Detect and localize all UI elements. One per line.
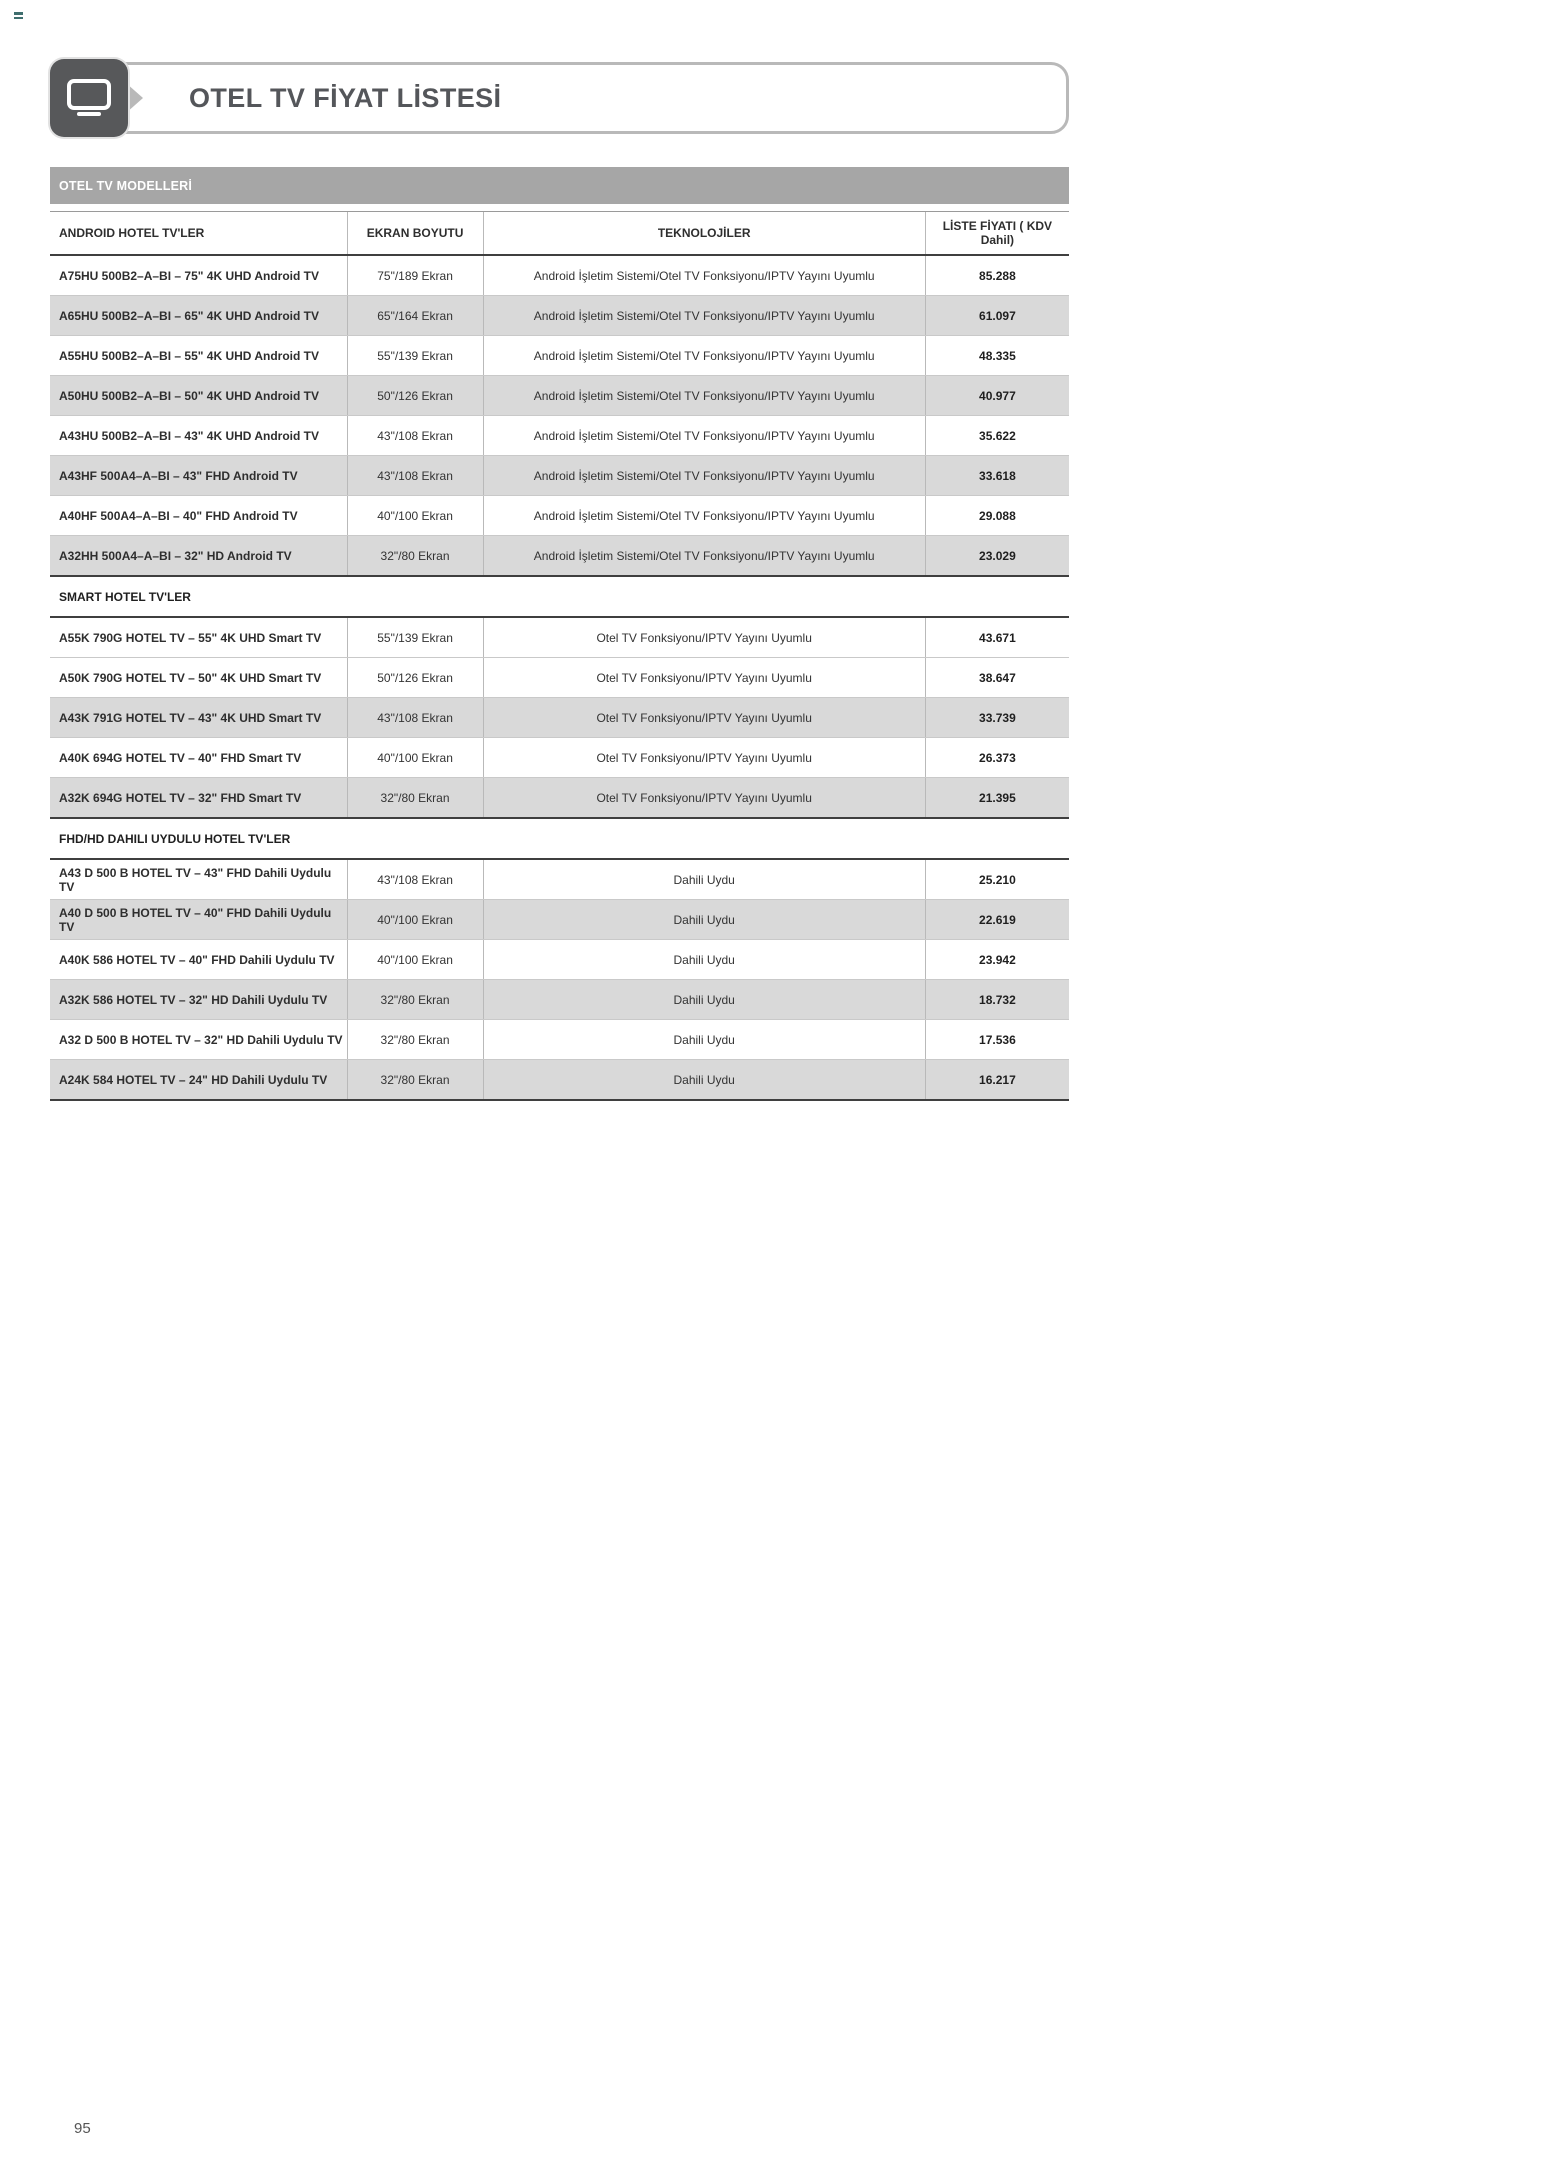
cell-tech: Android İşletim Sistemi/Otel TV Fonksiyonu/IPTV Yayını Uyumlu bbox=[483, 336, 925, 376]
title-pill bbox=[86, 62, 1069, 134]
corner-dash bbox=[14, 12, 23, 15]
cell-screen: 43"/108 Ekran bbox=[347, 698, 483, 738]
table-row bbox=[50, 698, 1069, 738]
table-row bbox=[50, 1060, 1069, 1101]
cell-tech: Otel TV Fonksiyonu/IPTV Yayını Uyumlu bbox=[483, 738, 925, 778]
cell-model: A32K 586 HOTEL TV – 32" HD Dahili Uydulu TV bbox=[50, 980, 347, 1020]
cell-model: A32 D 500 B HOTEL TV – 32" HD Dahili Uydulu TV bbox=[50, 1020, 347, 1060]
cell-tech: Otel TV Fonksiyonu/IPTV Yayını Uyumlu bbox=[483, 617, 925, 658]
column-header-screen: EKRAN BOYUTU bbox=[347, 212, 483, 256]
page-number: 95 bbox=[74, 2120, 91, 2137]
cell-model: A43 D 500 B HOTEL TV – 43" FHD Dahili Uydulu TV bbox=[50, 859, 347, 900]
cell-tech: Dahili Uydu bbox=[483, 900, 925, 940]
table-header-row bbox=[50, 212, 1069, 256]
cell-model: A40HF 500A4–A–BI – 40" FHD Android TV bbox=[50, 496, 347, 536]
cell-screen: 32"/80 Ekran bbox=[347, 1060, 483, 1101]
cell-model: A40K 586 HOTEL TV – 40" FHD Dahili Uydulu TV bbox=[50, 940, 347, 980]
cell-tech: Otel TV Fonksiyonu/IPTV Yayını Uyumlu bbox=[483, 658, 925, 698]
cell-model: A40K 694G HOTEL TV – 40" FHD Smart TV bbox=[50, 738, 347, 778]
table-row bbox=[50, 255, 1069, 296]
cell-screen: 75"/189 Ekran bbox=[347, 255, 483, 296]
cell-price: 25.210 bbox=[925, 859, 1069, 900]
cell-screen: 40"/100 Ekran bbox=[347, 900, 483, 940]
cell-model: A55HU 500B2–A–BI – 55" 4K UHD Android TV bbox=[50, 336, 347, 376]
cell-tech: Otel TV Fonksiyonu/IPTV Yayını Uyumlu bbox=[483, 698, 925, 738]
cell-screen: 55"/139 Ekran bbox=[347, 336, 483, 376]
table-row bbox=[50, 1020, 1069, 1060]
table-row bbox=[50, 980, 1069, 1020]
section-title-row bbox=[50, 576, 1069, 617]
cell-screen: 32"/80 Ekran bbox=[347, 980, 483, 1020]
table-body bbox=[50, 255, 1069, 1100]
cell-price: 43.671 bbox=[925, 617, 1069, 658]
page-content bbox=[50, 0, 1069, 2137]
table-row bbox=[50, 536, 1069, 577]
cell-price: 33.618 bbox=[925, 456, 1069, 496]
table-row bbox=[50, 416, 1069, 456]
cell-model: A43HU 500B2–A–BI – 43" 4K UHD Android TV bbox=[50, 416, 347, 456]
column-header-tech: TEKNOLOJİLER bbox=[483, 212, 925, 256]
cell-model: A40 D 500 B HOTEL TV – 40" FHD Dahili Uydulu TV bbox=[50, 900, 347, 940]
column-header-model: ANDROID HOTEL TV'LER bbox=[50, 212, 347, 256]
cell-tech: Dahili Uydu bbox=[483, 980, 925, 1020]
cell-price: 16.217 bbox=[925, 1060, 1069, 1101]
tv-icon bbox=[50, 59, 128, 137]
page-title: OTEL TV FİYAT LİSTESİ bbox=[189, 82, 502, 113]
cell-price: 21.395 bbox=[925, 778, 1069, 819]
cell-screen: 43"/108 Ekran bbox=[347, 859, 483, 900]
section-title: FHD/HD DAHILI UYDULU HOTEL TV'LER bbox=[50, 818, 1069, 859]
table-row bbox=[50, 336, 1069, 376]
cell-price: 85.288 bbox=[925, 255, 1069, 296]
cell-model: A50K 790G HOTEL TV – 50" 4K UHD Smart TV bbox=[50, 658, 347, 698]
cell-model: A50HU 500B2–A–BI – 50" 4K UHD Android TV bbox=[50, 376, 347, 416]
corner-dash bbox=[14, 17, 23, 20]
cell-price: 35.622 bbox=[925, 416, 1069, 456]
cell-model: A32HH 500A4–A–BI – 32" HD Android TV bbox=[50, 536, 347, 577]
cell-model: A43HF 500A4–A–BI – 43" FHD Android TV bbox=[50, 456, 347, 496]
table-row bbox=[50, 738, 1069, 778]
table-row bbox=[50, 296, 1069, 336]
table-row bbox=[50, 859, 1069, 900]
cell-screen: 40"/100 Ekran bbox=[347, 940, 483, 980]
table-row bbox=[50, 940, 1069, 980]
cell-price: 40.977 bbox=[925, 376, 1069, 416]
cell-screen: 50"/126 Ekran bbox=[347, 376, 483, 416]
table-row bbox=[50, 617, 1069, 658]
cell-model: A65HU 500B2–A–BI – 65" 4K UHD Android TV bbox=[50, 296, 347, 336]
table-row bbox=[50, 496, 1069, 536]
cell-screen: 43"/108 Ekran bbox=[347, 456, 483, 496]
cell-model: A43K 791G HOTEL TV – 43" 4K UHD Smart TV bbox=[50, 698, 347, 738]
cell-screen: 40"/100 Ekran bbox=[347, 738, 483, 778]
cell-screen: 50"/126 Ekran bbox=[347, 658, 483, 698]
cell-tech: Dahili Uydu bbox=[483, 940, 925, 980]
cell-price: 48.335 bbox=[925, 336, 1069, 376]
cell-model: A75HU 500B2–A–BI – 75" 4K UHD Android TV bbox=[50, 255, 347, 296]
cell-model: A32K 694G HOTEL TV – 32" FHD Smart TV bbox=[50, 778, 347, 819]
section-title: SMART HOTEL TV'LER bbox=[50, 576, 1069, 617]
cell-tech: Dahili Uydu bbox=[483, 1020, 925, 1060]
cell-screen: 40"/100 Ekran bbox=[347, 496, 483, 536]
cell-price: 33.739 bbox=[925, 698, 1069, 738]
table-row bbox=[50, 376, 1069, 416]
section-title-row bbox=[50, 818, 1069, 859]
cell-screen: 43"/108 Ekran bbox=[347, 416, 483, 456]
price-table bbox=[50, 211, 1069, 1101]
cell-model: A24K 584 HOTEL TV – 24" HD Dahili Uydulu TV bbox=[50, 1060, 347, 1101]
cell-price: 18.732 bbox=[925, 980, 1069, 1020]
cell-tech: Android İşletim Sistemi/Otel TV Fonksiyonu/IPTV Yayını Uyumlu bbox=[483, 416, 925, 456]
cell-tech: Otel TV Fonksiyonu/IPTV Yayını Uyumlu bbox=[483, 778, 925, 819]
cell-model: A55K 790G HOTEL TV – 55" 4K UHD Smart TV bbox=[50, 617, 347, 658]
cell-price: 38.647 bbox=[925, 658, 1069, 698]
column-header-price: LİSTE FİYATI ( KDV Dahil) bbox=[925, 212, 1069, 256]
table-row bbox=[50, 658, 1069, 698]
cell-screen: 65"/164 Ekran bbox=[347, 296, 483, 336]
cell-price: 23.029 bbox=[925, 536, 1069, 577]
cell-price: 17.536 bbox=[925, 1020, 1069, 1060]
cell-tech: Android İşletim Sistemi/Otel TV Fonksiyonu/IPTV Yayını Uyumlu bbox=[483, 536, 925, 577]
page-header bbox=[50, 57, 1069, 139]
cell-price: 22.619 bbox=[925, 900, 1069, 940]
cell-screen: 32"/80 Ekran bbox=[347, 1020, 483, 1060]
table-row bbox=[50, 456, 1069, 496]
cell-tech: Android İşletim Sistemi/Otel TV Fonksiyonu/IPTV Yayını Uyumlu bbox=[483, 456, 925, 496]
equals-mark-icon bbox=[14, 12, 23, 21]
table-row bbox=[50, 900, 1069, 940]
cell-tech: Dahili Uydu bbox=[483, 1060, 925, 1101]
cell-price: 23.942 bbox=[925, 940, 1069, 980]
table-header bbox=[50, 212, 1069, 256]
cell-price: 29.088 bbox=[925, 496, 1069, 536]
section-banner: OTEL TV MODELLERİ bbox=[50, 167, 1069, 204]
cell-tech: Android İşletim Sistemi/Otel TV Fonksiyonu/IPTV Yayını Uyumlu bbox=[483, 376, 925, 416]
cell-screen: 32"/80 Ekran bbox=[347, 778, 483, 819]
cell-tech: Android İşletim Sistemi/Otel TV Fonksiyonu/IPTV Yayını Uyumlu bbox=[483, 496, 925, 536]
table-row bbox=[50, 778, 1069, 819]
cell-screen: 32"/80 Ekran bbox=[347, 536, 483, 577]
cell-price: 61.097 bbox=[925, 296, 1069, 336]
cell-tech: Dahili Uydu bbox=[483, 859, 925, 900]
cell-screen: 55"/139 Ekran bbox=[347, 617, 483, 658]
cell-tech: Android İşletim Sistemi/Otel TV Fonksiyonu/IPTV Yayını Uyumlu bbox=[483, 255, 925, 296]
chevron-right-icon bbox=[126, 83, 143, 113]
cell-tech: Android İşletim Sistemi/Otel TV Fonksiyonu/IPTV Yayını Uyumlu bbox=[483, 296, 925, 336]
cell-price: 26.373 bbox=[925, 738, 1069, 778]
